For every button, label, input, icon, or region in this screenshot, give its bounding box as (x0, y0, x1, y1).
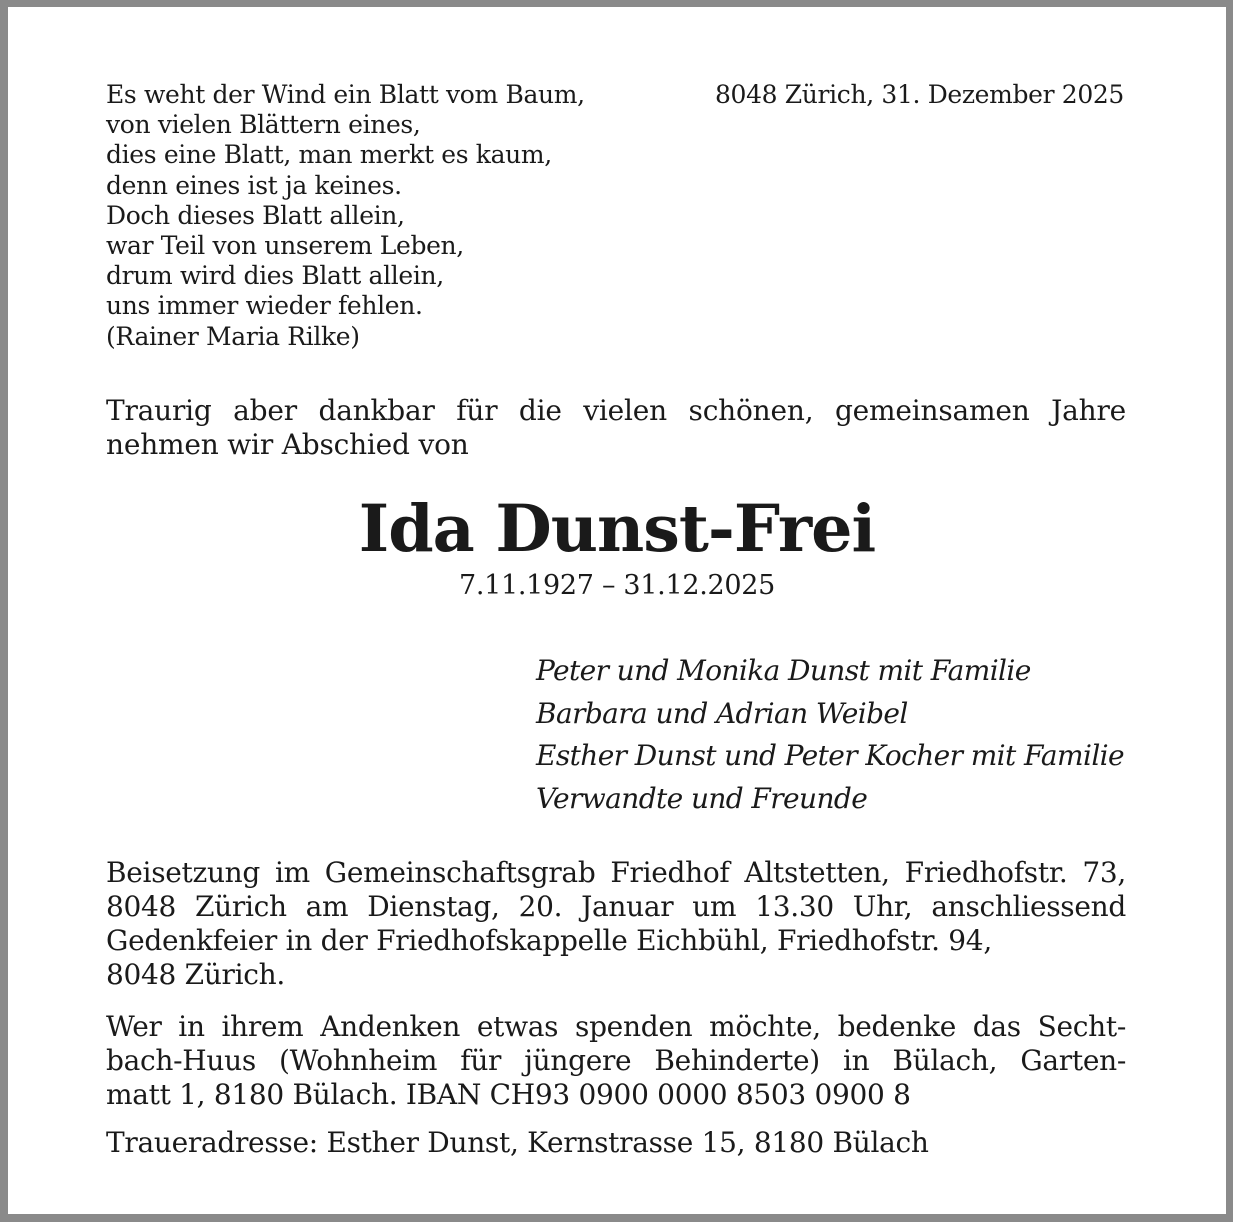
funeral-line: 8048 Zürich am Dienstag, 20. Januar um 13.30 Uhr, anschliessend (106, 890, 1126, 923)
intro-line: nehmen wir Abschied von (106, 428, 469, 461)
poem-line: drum wird dies Blatt allein, (106, 261, 444, 291)
poem-line: Doch dieses Blatt allein, (106, 200, 405, 230)
mourner-entry: Peter und Monika Dunst mit Familie (536, 654, 1031, 687)
donation-note (106, 1010, 1126, 1112)
funeral-line: 8048 Zürich. (106, 958, 286, 991)
mourners-list (536, 650, 1136, 820)
mourning-address (106, 1126, 1126, 1160)
deceased-name: Ida Dunst-Frei (358, 491, 876, 567)
donation-line: Wer in ihrem Andenken etwas spenden möchte, bedenke das Secht- (106, 1010, 1126, 1043)
obituary-page (8, 7, 1226, 1214)
funeral-details (106, 856, 1126, 992)
intro-text (106, 394, 1126, 462)
funeral-line: Gedenkfeier in der Friedhofskappelle Eichbühl, Friedhofstr. 94, (106, 924, 992, 957)
poem-line: von vielen Blättern eines, (106, 110, 421, 140)
poem-line: war Teil von unserem Leben, (106, 231, 464, 261)
mourner-entry: Barbara und Adrian Weibel (536, 696, 908, 730)
poem (106, 80, 626, 352)
mourner-entry: Verwandte und Freunde (536, 781, 868, 815)
mourner-entry: Esther Dunst und Peter Kocher mit Familie (536, 739, 1124, 772)
poem-line: denn eines ist ja keines. (106, 170, 402, 200)
intro-line: Traurig aber dankbar für die vielen schönen, gemeinsamen Jahre (106, 394, 1126, 427)
life-dates: 7.11.1927 – 31.12.2025 (458, 570, 776, 601)
poem-line: uns immer wieder fehlen. (106, 291, 423, 321)
poem-line: Es weht der Wind ein Blatt vom Baum, (106, 80, 585, 109)
poem-attribution: (Rainer Maria Rilke) (106, 321, 360, 351)
funeral-line: Beisetzung im Gemeinschaftsgrab Friedhof Altstetten, Friedhofstr. 73, (106, 856, 1126, 889)
address-line: Traueradresse: Esther Dunst, Kernstrasse 15, 8180 Bülach (106, 1126, 929, 1159)
donation-line: bach-Huus (Wohnheim für jüngere Behinderte) in Bülach, Garten- (106, 1044, 1126, 1077)
poem-line: dies eine Blatt, man merkt es kaum, (106, 140, 552, 170)
donation-line: matt 1, 8180 Bülach. IBAN CH93 0900 0000 8503 0900 8 (106, 1078, 911, 1111)
place-and-date: 8048 Zürich, 31. Dezember 2025 (714, 80, 1124, 109)
